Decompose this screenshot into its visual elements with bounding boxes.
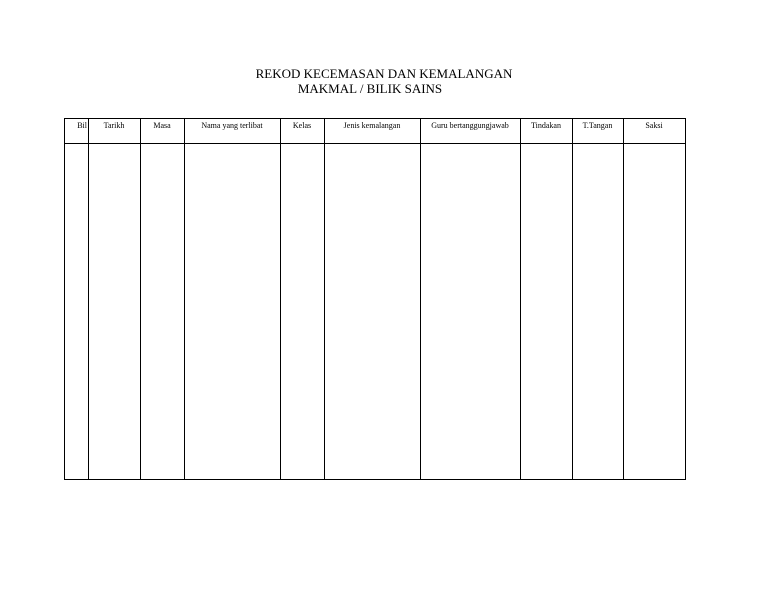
column-divider xyxy=(184,119,185,479)
column-divider xyxy=(324,119,325,479)
column-divider xyxy=(623,119,624,479)
header-nama: Nama yang terlibat xyxy=(201,121,263,130)
column-divider xyxy=(572,119,573,479)
header-tandatangan: T.Tangan xyxy=(582,121,613,130)
column-divider xyxy=(520,119,521,479)
header-bil: Bil xyxy=(77,121,87,130)
header-tindakan: Tindakan xyxy=(531,121,561,130)
document-title: REKOD KECEMASAN DAN KEMALANGAN xyxy=(255,66,513,81)
column-divider xyxy=(88,119,89,479)
header-guru: Guru bertanggungjawab xyxy=(431,121,509,130)
column-divider xyxy=(420,119,421,479)
document-subtitle: MAKMAL / BILIK SAINS xyxy=(297,81,443,96)
header-kelas: Kelas xyxy=(292,121,312,130)
header-separator xyxy=(65,143,685,144)
incident-record-table xyxy=(64,118,686,480)
header-jenis-kemalangan: Jenis kemalangan xyxy=(343,121,401,130)
header-masa: Masa xyxy=(153,121,171,130)
column-divider xyxy=(140,119,141,479)
column-divider xyxy=(280,119,281,479)
header-saksi: Saksi xyxy=(645,121,663,130)
header-tarikh: Tarikh xyxy=(103,121,125,130)
